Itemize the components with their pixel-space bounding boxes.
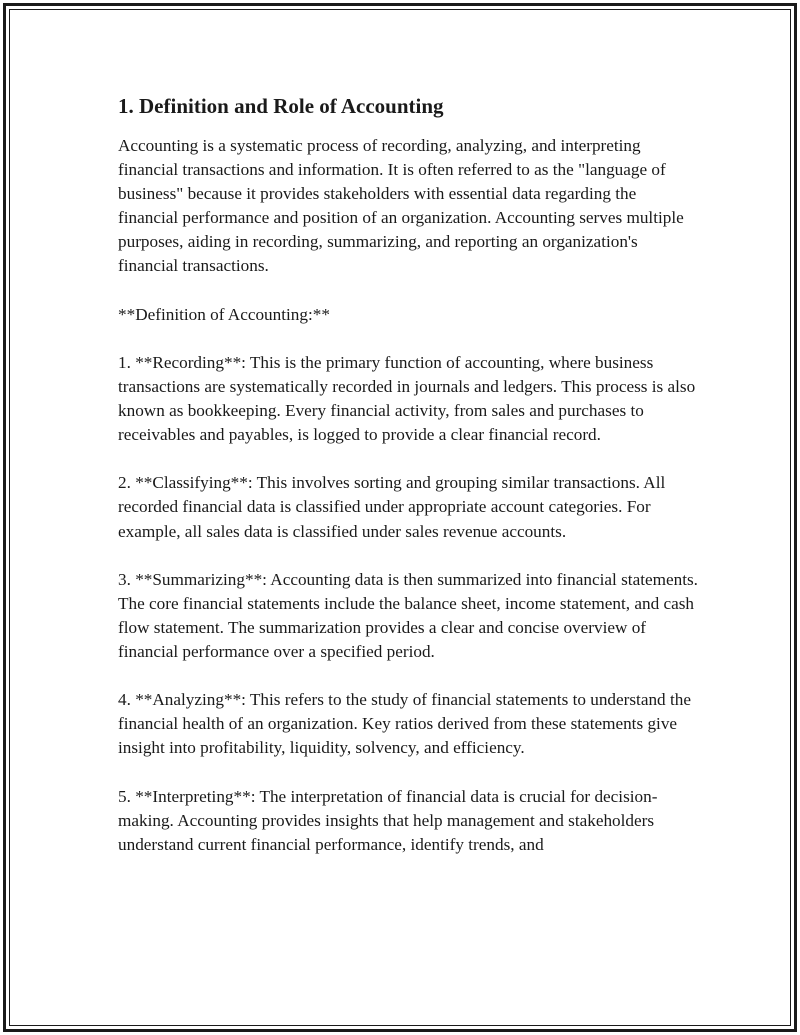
item-interpreting: 5. **Interpreting**: The interpretation of financial data is crucial for decision-making. Accounting provides insights that help management and stakeholders understand current financial performance, identify trends, and	[118, 786, 658, 854]
intro-paragraph: Accounting is a systematic process of recording, analyzing, and interpreting financial transactions and information. It is often referred to as the "language of business" because it provides stakeholders with essential data regarding the financial performance and position of an organization. Accounting serves multiple purposes, aiding in recording, summarizing, and reporting an organization's financial transactions.	[118, 136, 684, 276]
item-summarizing: 3. **Summarizing**: Accounting data is then summarized into financial statements. The core financial statements include the balance sheet, income statement, and cash flow statement. The summarization provides a clear and concise overview of financial performance over a specified period.	[118, 569, 698, 661]
item-classifying: 2. **Classifying**: This involves sorting and grouping similar transactions. All recorded financial data is classified under appropriate account categories. For example, all sales data is classified under sales revenue accounts.	[118, 473, 666, 541]
item-analyzing: 4. **Analyzing**: This refers to the study of financial statements to understand the financial health of an organization. Key ratios derived from these statements give insight into profitability, liquidity, solvency, and efficiency.	[118, 690, 691, 758]
item-recording: 1. **Recording**: This is the primary function of accounting, where business transactions are systematically recorded in journals and ledgers. This process is also known as bookkeeping. Every financial activity, from sales and purchases to receivables and payables, is logged to provide a clear financial record.	[118, 352, 696, 445]
definition-subheading: **Definition of Accounting:**	[118, 304, 330, 324]
section-heading: 1. Definition and Role of Accounting	[118, 94, 444, 118]
document-body	[118, 91, 698, 881]
